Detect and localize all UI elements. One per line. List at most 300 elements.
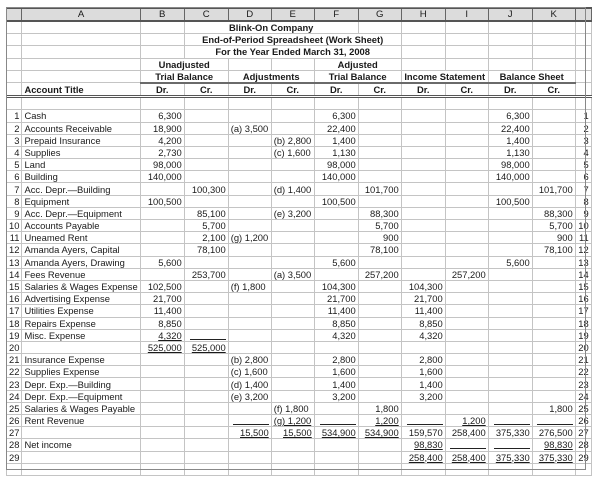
empty-cell[interactable] [358, 463, 401, 475]
account-title-cell[interactable]: Misc. Expense [22, 329, 140, 341]
adj-dr-cell[interactable] [228, 317, 271, 329]
row-number-left[interactable]: 11 [7, 232, 22, 244]
atb-dr-cell[interactable] [314, 171, 358, 183]
tb-dr-cell[interactable] [140, 110, 184, 122]
adj-dr-cell[interactable] [228, 451, 271, 463]
column-header-b[interactable]: B [140, 8, 184, 21]
is-dr-cell[interactable] [401, 280, 445, 292]
atb-cr-cell[interactable] [358, 122, 401, 134]
row-number-right[interactable]: 27 [575, 427, 591, 439]
tb-cr-cell[interactable] [184, 122, 228, 134]
adj-cr-cell[interactable] [271, 146, 314, 158]
atb-dr-cell[interactable] [314, 427, 358, 439]
adjusted-trial-balance-label[interactable]: Trial Balance [314, 70, 401, 83]
atb-cr-cell[interactable] [358, 293, 401, 305]
tb-cr-cell[interactable] [184, 220, 228, 232]
row-number-right[interactable]: 15 [575, 280, 591, 292]
bs-cr-cell[interactable] [532, 354, 575, 366]
bs-dr-cell[interactable] [488, 329, 532, 341]
account-title-cell[interactable]: Utilities Expense [22, 305, 140, 317]
adj-cr-cell[interactable] [271, 366, 314, 378]
is-cr-cell[interactable] [445, 402, 488, 414]
atb-dr-cell[interactable] [314, 415, 358, 427]
bs-dr-cell[interactable] [488, 280, 532, 292]
bs-cr-cell[interactable] [532, 378, 575, 390]
account-title-cell[interactable]: Accounts Receivable [22, 122, 140, 134]
tb-cr-cell[interactable] [184, 171, 228, 183]
is-cr-cell[interactable] [445, 451, 488, 463]
account-title-cell[interactable]: Uneamed Rent [22, 232, 140, 244]
bs-dr-cell[interactable] [488, 146, 532, 158]
is-cr-cell[interactable] [445, 329, 488, 341]
is-dr-cell[interactable] [401, 390, 445, 402]
empty-cell[interactable] [488, 463, 532, 475]
tb-cr-cell[interactable] [184, 232, 228, 244]
row-number-right[interactable]: 12 [575, 244, 591, 256]
account-title-cell[interactable]: Supplies Expense [22, 366, 140, 378]
tb-cr-cell[interactable] [184, 146, 228, 158]
account-title-cell[interactable]: Building [22, 171, 140, 183]
tb-dr-cell[interactable] [140, 317, 184, 329]
is-cr-cell[interactable] [445, 159, 488, 171]
row-number-right[interactable]: 25 [575, 402, 591, 414]
tb-cr-cell[interactable] [184, 366, 228, 378]
empty-cell[interactable] [271, 463, 314, 475]
row-number-right[interactable]: 6 [575, 171, 591, 183]
atb-dr-cell[interactable] [314, 378, 358, 390]
atb-dr-cell[interactable] [314, 110, 358, 122]
adj-dr-cell[interactable] [228, 122, 271, 134]
tb-dr-cell[interactable] [140, 415, 184, 427]
adj-cr-cell[interactable] [271, 305, 314, 317]
atb-cr-cell[interactable] [358, 402, 401, 414]
bs-cr-cell[interactable] [532, 171, 575, 183]
is-cr-cell[interactable] [445, 378, 488, 390]
row-number-left[interactable]: 23 [7, 378, 22, 390]
is-dr-cell[interactable] [401, 195, 445, 207]
period-title[interactable]: For the Year Ended March 31, 2008 [184, 46, 401, 58]
tb-dr-cell[interactable] [140, 268, 184, 280]
adj-cr-cell[interactable] [271, 329, 314, 341]
adj-cr-cell[interactable] [271, 317, 314, 329]
atb-cr-cell[interactable] [358, 329, 401, 341]
account-title-cell[interactable]: Equipment [22, 195, 140, 207]
tb-cr-cell[interactable] [184, 329, 228, 341]
bs-cr-cell[interactable] [532, 390, 575, 402]
tb-dr-cell[interactable] [140, 171, 184, 183]
atb-dr-cell[interactable] [314, 451, 358, 463]
is-dr-cell[interactable] [401, 305, 445, 317]
adj-cr-cell[interactable] [271, 268, 314, 280]
bs-dr-cell[interactable] [488, 207, 532, 219]
tb-dr-cell[interactable] [140, 207, 184, 219]
is-dr-cell[interactable] [401, 220, 445, 232]
tb-dr-cell[interactable] [140, 341, 184, 353]
row-number-left[interactable]: 10 [7, 220, 22, 232]
is-cr-cell[interactable] [445, 268, 488, 280]
bs-cr-cell[interactable] [532, 207, 575, 219]
account-title-cell[interactable]: Land [22, 159, 140, 171]
is-cr-cell[interactable] [445, 244, 488, 256]
atb-dr-cell[interactable] [314, 305, 358, 317]
is-dr-cell[interactable] [401, 256, 445, 268]
is-dr-cell[interactable] [401, 110, 445, 122]
tb-cr-cell[interactable] [184, 207, 228, 219]
account-title-cell[interactable] [22, 341, 140, 353]
account-title-cell[interactable]: Fees Revenue [22, 268, 140, 280]
empty-cell[interactable] [228, 463, 271, 475]
atb-cr-cell[interactable] [358, 390, 401, 402]
adj-cr-cell[interactable] [271, 171, 314, 183]
row-number-right[interactable]: 1 [575, 110, 591, 122]
is-cr-cell[interactable] [445, 427, 488, 439]
tb-cr-cell[interactable] [184, 293, 228, 305]
row-number-right[interactable]: 14 [575, 268, 591, 280]
bs-cr-cell[interactable] [532, 402, 575, 414]
account-title-cell[interactable]: Depr. Exp.—Building [22, 378, 140, 390]
adj-cr-cell[interactable] [271, 280, 314, 292]
is-cr-cell[interactable] [445, 280, 488, 292]
row-number-left[interactable]: 3 [7, 134, 22, 146]
tb-cr-cell[interactable] [184, 280, 228, 292]
bs-dr-cell[interactable] [488, 354, 532, 366]
tb-cr-cell[interactable] [184, 341, 228, 353]
adj-dr-cell[interactable] [228, 415, 271, 427]
tb-dr-cell[interactable] [140, 122, 184, 134]
is-dr-cell[interactable] [401, 183, 445, 195]
is-cr-cell[interactable] [445, 366, 488, 378]
row-number-left[interactable]: 16 [7, 293, 22, 305]
bs-dr-cell[interactable] [488, 232, 532, 244]
is-dr-cell[interactable] [401, 378, 445, 390]
account-title-cell[interactable]: Cash [22, 110, 140, 122]
atb-cr-cell[interactable] [358, 305, 401, 317]
adj-cr-cell[interactable] [271, 244, 314, 256]
adj-cr-cell[interactable] [271, 207, 314, 219]
atb-cr-cell[interactable] [358, 146, 401, 158]
bs-cr-header[interactable]: Cr. [532, 83, 575, 97]
is-cr-cell[interactable] [445, 171, 488, 183]
tb-dr-cell[interactable] [140, 134, 184, 146]
row-number-right[interactable]: 16 [575, 293, 591, 305]
adj-dr-cell[interactable] [228, 110, 271, 122]
atb-cr-cell[interactable] [358, 439, 401, 451]
tb-dr-header[interactable]: Dr. [140, 83, 184, 97]
bs-dr-cell[interactable] [488, 195, 532, 207]
adj-dr-cell[interactable] [228, 305, 271, 317]
is-dr-cell[interactable] [401, 268, 445, 280]
is-cr-cell[interactable] [445, 207, 488, 219]
atb-dr-cell[interactable] [314, 244, 358, 256]
bs-cr-cell[interactable] [532, 134, 575, 146]
is-dr-cell[interactable] [401, 427, 445, 439]
row-number-right[interactable]: 7 [575, 183, 591, 195]
atb-dr-cell[interactable] [314, 122, 358, 134]
atb-cr-cell[interactable] [358, 341, 401, 353]
bs-dr-cell[interactable] [488, 171, 532, 183]
adj-cr-cell[interactable] [271, 232, 314, 244]
is-dr-cell[interactable] [401, 366, 445, 378]
column-header-i[interactable]: I [445, 8, 488, 21]
row-number-left[interactable]: 7 [7, 183, 22, 195]
is-dr-cell[interactable] [401, 354, 445, 366]
bs-cr-cell[interactable] [532, 317, 575, 329]
atb-cr-cell[interactable] [358, 268, 401, 280]
atb-dr-cell[interactable] [314, 183, 358, 195]
bs-cr-cell[interactable] [532, 110, 575, 122]
atb-dr-cell[interactable] [314, 366, 358, 378]
atb-dr-cell[interactable] [314, 341, 358, 353]
account-title-cell[interactable] [22, 451, 140, 463]
is-cr-cell[interactable] [445, 415, 488, 427]
atb-cr-cell[interactable] [358, 159, 401, 171]
adj-dr-cell[interactable] [228, 256, 271, 268]
bs-dr-cell[interactable] [488, 293, 532, 305]
bs-cr-cell[interactable] [532, 341, 575, 353]
adj-cr-cell[interactable] [271, 427, 314, 439]
row-number-right[interactable]: 26 [575, 415, 591, 427]
is-cr-cell[interactable] [445, 354, 488, 366]
atb-dr-cell[interactable] [314, 207, 358, 219]
balance-sheet-label[interactable]: Balance Sheet [488, 70, 575, 83]
is-cr-header[interactable]: Cr. [445, 83, 488, 97]
account-title-cell[interactable]: Acc. Depr.—Equipment [22, 207, 140, 219]
account-title-cell[interactable]: Amanda Ayers, Drawing [22, 256, 140, 268]
row-number-right[interactable]: 2 [575, 122, 591, 134]
is-dr-cell[interactable] [401, 146, 445, 158]
bs-dr-cell[interactable] [488, 427, 532, 439]
account-title-cell[interactable]: Amanda Ayers, Capital [22, 244, 140, 256]
adj-cr-cell[interactable] [271, 354, 314, 366]
adj-dr-cell[interactable] [228, 439, 271, 451]
row-number-left[interactable]: 5 [7, 159, 22, 171]
atb-dr-cell[interactable] [314, 159, 358, 171]
account-title-cell[interactable]: Advertising Expense [22, 293, 140, 305]
bs-dr-cell[interactable] [488, 110, 532, 122]
atb-dr-cell[interactable] [314, 354, 358, 366]
account-title-cell[interactable]: Insurance Expense [22, 354, 140, 366]
row-number-left[interactable]: 14 [7, 268, 22, 280]
tb-cr-cell[interactable] [184, 244, 228, 256]
row-number-right[interactable]: 10 [575, 220, 591, 232]
bs-dr-cell[interactable] [488, 415, 532, 427]
tb-dr-cell[interactable] [140, 329, 184, 341]
row-number-right[interactable]: 19 [575, 329, 591, 341]
account-title-cell[interactable]: Accounts Payable [22, 220, 140, 232]
row-number-right[interactable]: 22 [575, 366, 591, 378]
is-cr-cell[interactable] [445, 146, 488, 158]
bs-dr-cell[interactable] [488, 159, 532, 171]
adj-dr-cell[interactable] [228, 280, 271, 292]
atb-dr-cell[interactable] [314, 329, 358, 341]
atb-cr-cell[interactable] [358, 280, 401, 292]
is-cr-cell[interactable] [445, 232, 488, 244]
row-number-left[interactable]: 27 [7, 427, 22, 439]
empty-cell[interactable] [184, 463, 228, 475]
empty-cell[interactable] [445, 463, 488, 475]
empty-cell[interactable] [401, 463, 445, 475]
tb-cr-cell[interactable] [184, 439, 228, 451]
row-number-right[interactable]: 3 [575, 134, 591, 146]
statement-title[interactable]: End-of-Period Spreadsheet (Work Sheet) [184, 34, 401, 46]
bs-dr-cell[interactable] [488, 305, 532, 317]
account-title-cell[interactable]: Salaries & Wages Payable [22, 402, 140, 414]
tb-cr-cell[interactable] [184, 183, 228, 195]
atb-dr-cell[interactable] [314, 390, 358, 402]
is-dr-cell[interactable] [401, 244, 445, 256]
adj-dr-cell[interactable] [228, 134, 271, 146]
atb-dr-cell[interactable] [314, 256, 358, 268]
adj-dr-cell[interactable] [228, 159, 271, 171]
atb-dr-cell[interactable] [314, 220, 358, 232]
tb-dr-cell[interactable] [140, 146, 184, 158]
bs-dr-cell[interactable] [488, 439, 532, 451]
row-number-left[interactable]: 12 [7, 244, 22, 256]
row-number-left[interactable]: 15 [7, 280, 22, 292]
tb-dr-cell[interactable] [140, 256, 184, 268]
select-all-corner[interactable] [7, 8, 22, 21]
empty-cell[interactable] [314, 463, 358, 475]
row-number-right[interactable]: 5 [575, 159, 591, 171]
row-number-right[interactable]: 24 [575, 390, 591, 402]
bs-dr-cell[interactable] [488, 134, 532, 146]
adj-cr-cell[interactable] [271, 220, 314, 232]
adj-cr-cell[interactable] [271, 195, 314, 207]
adjustments-label[interactable]: Adjustments [228, 70, 314, 83]
tb-cr-cell[interactable] [184, 110, 228, 122]
column-header-right[interactable] [575, 8, 591, 21]
tb-dr-cell[interactable] [140, 451, 184, 463]
is-dr-cell[interactable] [401, 402, 445, 414]
adj-dr-cell[interactable] [228, 183, 271, 195]
atb-dr-cell[interactable] [314, 232, 358, 244]
adj-dr-cell[interactable] [228, 354, 271, 366]
bs-dr-cell[interactable] [488, 451, 532, 463]
trial-balance-label[interactable]: Trial Balance [140, 70, 228, 83]
atb-cr-cell[interactable] [358, 207, 401, 219]
atb-cr-cell[interactable] [358, 378, 401, 390]
tb-dr-cell[interactable] [140, 159, 184, 171]
row-number-left[interactable]: 20 [7, 341, 22, 353]
column-header-g[interactable]: G [358, 8, 401, 21]
adj-cr-cell[interactable] [271, 402, 314, 414]
is-dr-cell[interactable] [401, 451, 445, 463]
bs-cr-cell[interactable] [532, 146, 575, 158]
column-header-j[interactable]: J [488, 8, 532, 21]
row-number-left[interactable]: 13 [7, 256, 22, 268]
bs-cr-cell[interactable] [532, 415, 575, 427]
account-title-header[interactable]: Account Title [22, 83, 140, 97]
tb-cr-cell[interactable] [184, 451, 228, 463]
row-number-left[interactable]: 29 [7, 451, 22, 463]
bs-cr-cell[interactable] [532, 427, 575, 439]
tb-dr-cell[interactable] [140, 354, 184, 366]
atb-cr-cell[interactable] [358, 354, 401, 366]
row-number-right[interactable]: 29 [575, 451, 591, 463]
is-dr-cell[interactable] [401, 415, 445, 427]
tb-cr-cell[interactable] [184, 390, 228, 402]
row-number-left[interactable]: 9 [7, 207, 22, 219]
atb-dr-cell[interactable] [314, 268, 358, 280]
adj-cr-cell[interactable] [271, 159, 314, 171]
tb-dr-cell[interactable] [140, 305, 184, 317]
bs-cr-cell[interactable] [532, 293, 575, 305]
bs-cr-cell[interactable] [532, 256, 575, 268]
atb-cr-cell[interactable] [358, 317, 401, 329]
row-number-right[interactable]: 8 [575, 195, 591, 207]
row-number-right[interactable]: 23 [575, 378, 591, 390]
adj-dr-cell[interactable] [228, 220, 271, 232]
atb-dr-cell[interactable] [314, 317, 358, 329]
tb-dr-cell[interactable] [140, 183, 184, 195]
adj-cr-cell[interactable] [271, 439, 314, 451]
tb-cr-cell[interactable] [184, 354, 228, 366]
account-title-cell[interactable] [22, 427, 140, 439]
is-cr-cell[interactable] [445, 220, 488, 232]
adj-dr-cell[interactable] [228, 378, 271, 390]
row-number-right[interactable]: 20 [575, 341, 591, 353]
tb-dr-cell[interactable] [140, 427, 184, 439]
adj-dr-cell[interactable] [228, 244, 271, 256]
adj-cr-cell[interactable] [271, 183, 314, 195]
atb-cr-cell[interactable] [358, 244, 401, 256]
is-dr-cell[interactable] [401, 329, 445, 341]
tb-cr-cell[interactable] [184, 427, 228, 439]
atb-cr-cell[interactable] [358, 451, 401, 463]
tb-dr-cell[interactable] [140, 220, 184, 232]
account-title-cell[interactable]: Net income [22, 439, 140, 451]
column-header-f[interactable]: F [314, 8, 358, 21]
bs-dr-cell[interactable] [488, 378, 532, 390]
adj-cr-cell[interactable] [271, 341, 314, 353]
adj-cr-cell[interactable] [271, 134, 314, 146]
atb-dr-cell[interactable] [314, 280, 358, 292]
is-dr-cell[interactable] [401, 293, 445, 305]
bs-dr-cell[interactable] [488, 402, 532, 414]
bs-cr-cell[interactable] [532, 220, 575, 232]
row-number-left[interactable]: 18 [7, 317, 22, 329]
empty-cell[interactable] [22, 463, 140, 475]
is-cr-cell[interactable] [445, 305, 488, 317]
is-cr-cell[interactable] [445, 183, 488, 195]
tb-dr-cell[interactable] [140, 293, 184, 305]
atb-cr-cell[interactable] [358, 110, 401, 122]
adj-cr-cell[interactable] [271, 451, 314, 463]
atb-dr-cell[interactable] [314, 195, 358, 207]
tb-cr-cell[interactable] [184, 256, 228, 268]
atb-cr-cell[interactable] [358, 232, 401, 244]
bs-cr-cell[interactable] [532, 439, 575, 451]
tb-dr-cell[interactable] [140, 366, 184, 378]
account-title-cell[interactable]: Rent Revenue [22, 415, 140, 427]
adj-dr-cell[interactable] [228, 146, 271, 158]
is-dr-cell[interactable] [401, 207, 445, 219]
row-number-left[interactable]: 17 [7, 305, 22, 317]
is-dr-cell[interactable] [401, 159, 445, 171]
bs-dr-cell[interactable] [488, 256, 532, 268]
is-dr-cell[interactable] [401, 171, 445, 183]
tb-dr-cell[interactable] [140, 439, 184, 451]
adj-cr-header[interactable]: Cr. [271, 83, 314, 97]
tb-cr-cell[interactable] [184, 268, 228, 280]
row-number-left[interactable]: 19 [7, 329, 22, 341]
atb-cr-cell[interactable] [358, 195, 401, 207]
row-number-left[interactable]: 1 [7, 110, 22, 122]
tb-cr-cell[interactable] [184, 195, 228, 207]
row-number-right[interactable]: 21 [575, 354, 591, 366]
adj-dr-cell[interactable] [228, 293, 271, 305]
bs-dr-cell[interactable] [488, 122, 532, 134]
